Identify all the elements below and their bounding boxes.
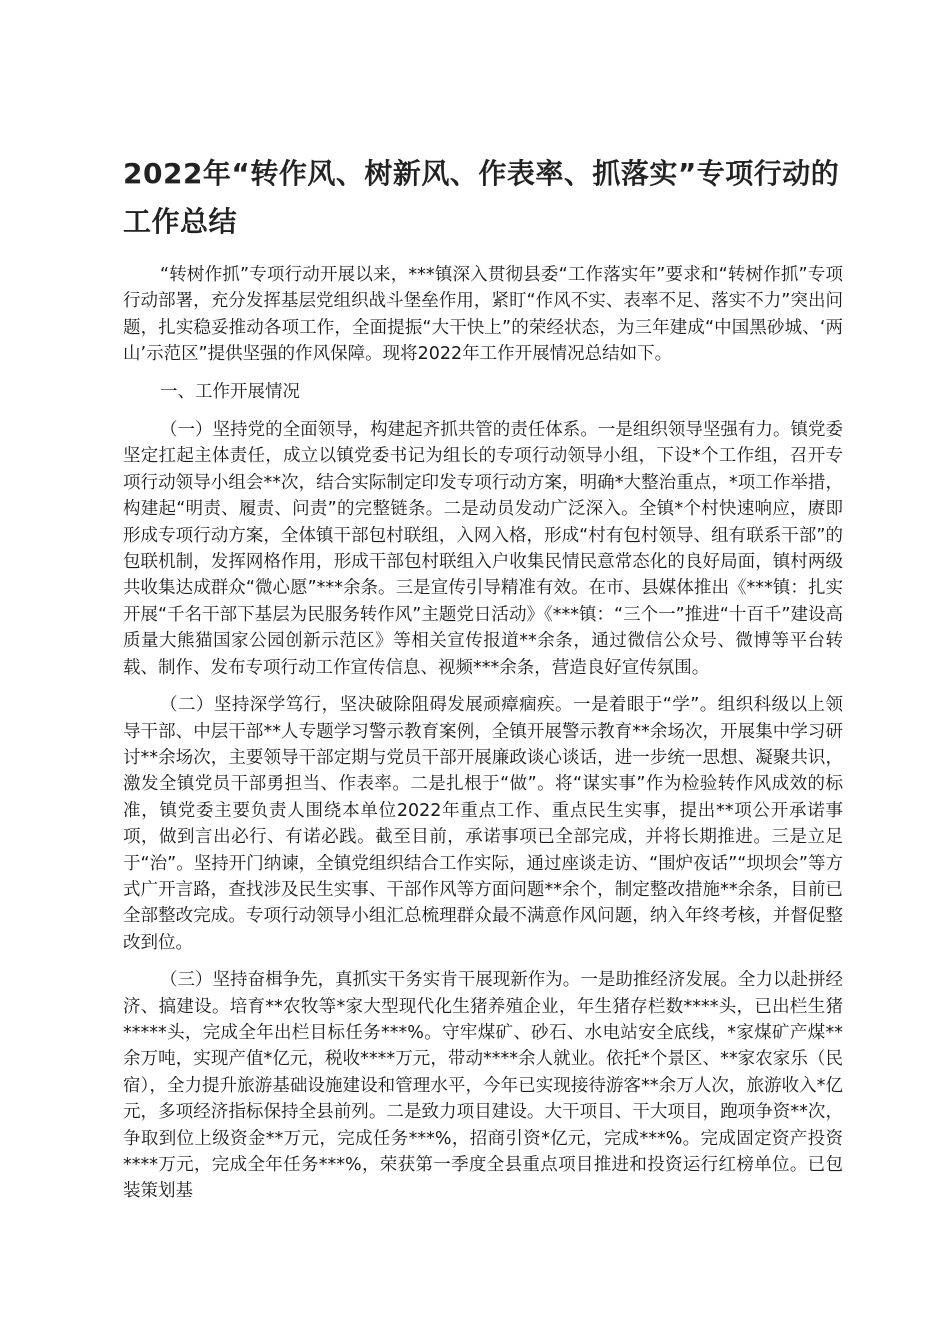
body-paragraph-3: （三）坚持奋楫争先，真抓实干务实肯干展现新作为。一是助推经济发展。全力以赴拼经济、搞建设。培育**农牧等*家大型现代化生猪养殖企业，年生猪存栏数****头，已出栏生猪*****头，完成全年出栏目标任务***%。守牢煤矿、砂石、水电站安全底线，*家煤矿产煤**余万吨，实现产值*亿元，税收****万元，带动****余人就业。依托*个景区、**家农家乐（民宿），全力提升旅游基础设施建设和管理水平，今年已实现接待游客**余万人次，旅游收入*亿元，多项经济指标保持全县前列。二是致力项目建设。大干项目、干大项目，跑项争资**次，争取到位上级资金**万元，完成任务***%，招商引资*亿元，完成***%。完成固定资产投资****万元，完成全年任务***%，荣获第一季度全县重点项目推进和投资运行红榜单位。已包装策划基 bbox=[123, 970, 843, 1202]
body-paragraph-1: （一）坚持党的全面领导，构建起齐抓共管的责任体系。一是组织领导坚强有力。镇党委坚定扛起主体责任，成立以镇党委书记为组长的专项行动领导小组，下设*个工作组，召开专项行动领导小组会**次，结合实际制定印发专项行动方案，明确*大整治重点，*项工作举措，构建起“明责、履责、问责”的完整链条。二是动员发动广泛深入。全镇*个村快速响应，赓即形成专项行动方案，全体镇干部包村联组，入网入格，形成“村有包村领导、组有联系干部”的包联机制，发挥网格作用，形成干部包村联组入户收集民情民意常态化的良好局面，镇村两级共收集达成群众“微心愿”***余条。三是宣传引导精准有效。在市、县媒体推出《***镇：扎实开展“千名干部下基层为民服务转作风”主题党日活动》《***镇：“三个一”推进“十百千”建设高质量大熊猫国家公园创新示范区》等相关宣传报道**余条，通过微信公众号、微博等平台转载、制作、发布专项行动工作宣传信息、视频***余条，营造良好宣传氛围。 bbox=[123, 420, 843, 678]
intro-paragraph: “转树作抓”专项行动开展以来，***镇深入贯彻县委“工作落实年”要求和“转树作抓”专项行动部署，充分发挥基层党组织战斗堡垒作用，紧盯“作风不实、表率不足、落实不力”突出问题，扎实稳妥推动各项工作，全面提振“大干快上”的荣经状态，为三年建成“中国黑砂城、‘两山’示范区”提供坚强的作风保障。现将2022年工作开展情况总结如下。 bbox=[123, 265, 843, 365]
document-page bbox=[123, 150, 843, 1216]
section-heading: 一、工作开展情况 bbox=[160, 381, 300, 402]
document-title: 2022年“转作风、树新风、作表率、抓落实”专项行动的工作总结 bbox=[123, 157, 840, 238]
body-paragraph-2: （二）坚持深学笃行，坚决破除阻碍发展顽瘴痼疾。一是着眼于“学”。组织科级以上领导干部、中层干部**人专题学习警示教育案例，全镇开展警示教育**余场次，开展集中学习研讨**余场次，主要领导干部定期与党员干部开展廉政谈心谈话，进一步统一思想、凝聚共识，激发全镇党员干部勇担当、作表率。二是扎根于“做”。将“谋实事”作为检验转作风成效的标准，镇党委主要负责人围绕本单位2022年重点工作、重点民生实事，提出**项公开承诺事项，做到言出必行、有诺必践。截至目前，承诺事项已全部完成，并将长期推进。三是立足于“治”。坚持开门纳谏，全镇党组织结合工作实际，通过座谈走访、“围炉夜话”“坝坝会”等方式广开言路，查找涉及民生实事、干部作风等方面问题**余个，制定整改措施**余条，目前已全部整改完成。专项行动领导小组汇总梳理群众最不满意作风问题，纳入年终考核，并督促整改到位。 bbox=[123, 695, 843, 953]
